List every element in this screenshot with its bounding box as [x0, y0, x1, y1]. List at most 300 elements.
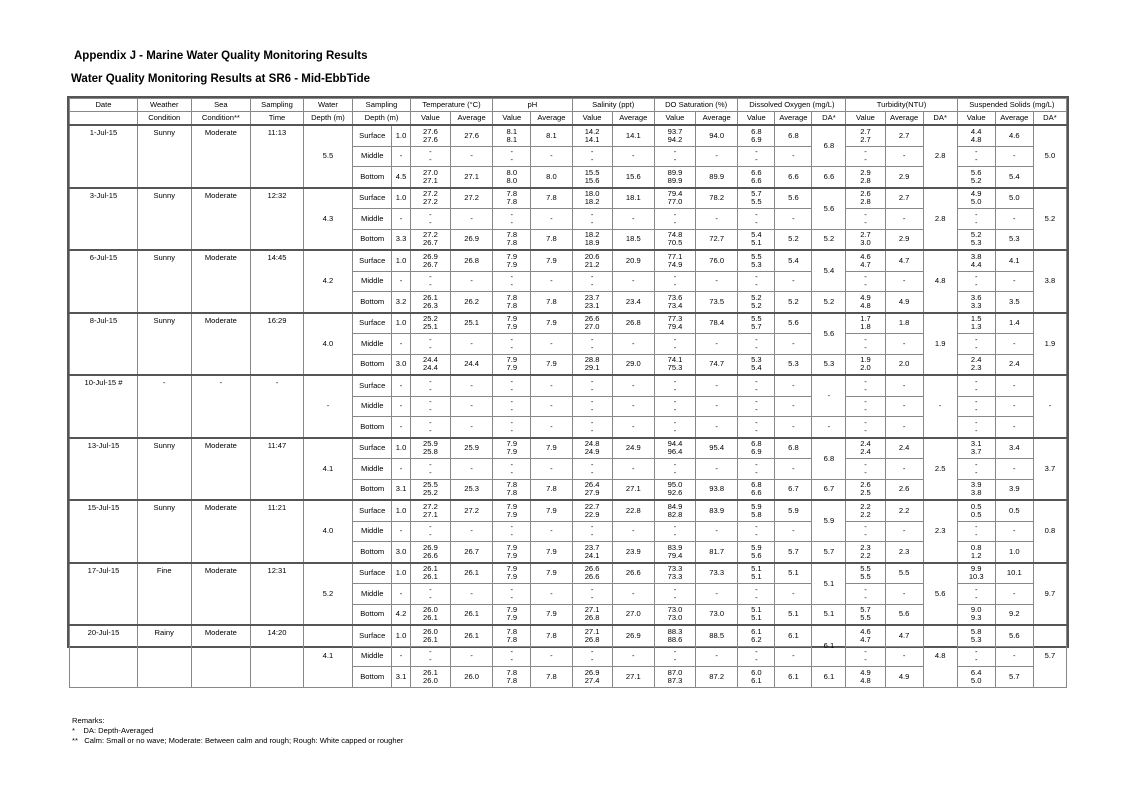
sampling-depth-cell: 3.3	[392, 229, 411, 250]
ph-value-cell: - -	[493, 417, 531, 438]
table-row	[70, 188, 1067, 209]
ss-value-cell: 5.2 5.3	[957, 229, 995, 250]
do-average-cell: -	[775, 459, 812, 480]
do-saturation-average-cell: 72.7	[696, 229, 738, 250]
water-depth-cell: 4.0	[303, 313, 352, 376]
temperature-average-cell: 27.1	[451, 167, 493, 188]
turbidity-value-cell: - -	[846, 521, 885, 542]
do-saturation-average-cell: -	[696, 146, 738, 167]
do-value-cell: 6.1 6.2	[738, 625, 775, 646]
page-title: Appendix J - Marine Water Quality Monitoring Results	[74, 50, 368, 62]
do-depth-averaged-cell: 5.1	[812, 563, 846, 605]
temperature-value-cell: - -	[410, 146, 450, 167]
salinity-value-cell: 15.5 15.6	[572, 167, 612, 188]
salinity-value-cell: 26.9 27.4	[572, 667, 612, 688]
ph-average-cell: 8.0	[531, 167, 572, 188]
ss-average-cell: 9.2	[995, 604, 1033, 625]
ph-value-cell: - -	[493, 209, 531, 230]
temperature-average-cell: -	[451, 375, 493, 396]
do-value-cell: 6.0 6.1	[738, 667, 775, 688]
do-saturation-value-cell: 73.6 73.4	[654, 292, 695, 313]
turbidity-depth-averaged-cell: 2.5	[923, 438, 957, 501]
weather-cell: Sunny	[137, 438, 191, 501]
temperature-average-cell: -	[451, 459, 493, 480]
ph-average-cell: 7.8	[531, 292, 572, 313]
do-saturation-value-cell: - -	[654, 584, 695, 605]
do-bottom-da-cell: 6.7	[812, 479, 846, 500]
salinity-average-cell: 18.1	[612, 188, 654, 209]
temperature-value-cell: 25.2 25.1	[410, 313, 450, 334]
turbidity-value-cell: 2.7 3.0	[846, 229, 885, 250]
table-row	[70, 438, 1067, 459]
turbidity-value-cell: - -	[846, 334, 885, 355]
temperature-average-cell: -	[451, 271, 493, 292]
temperature-value-cell: - -	[410, 396, 450, 417]
header-sub: Value	[654, 112, 695, 126]
ss-average-cell: 3.5	[995, 292, 1033, 313]
do-value-cell: 5.5 5.7	[738, 313, 775, 334]
do-saturation-average-cell: -	[696, 396, 738, 417]
do-bottom-da-cell: -	[812, 417, 846, 438]
table-row	[70, 313, 1067, 334]
turbidity-value-cell: 2.2 2.2	[846, 500, 885, 521]
date-cell: 17-Jul-15	[70, 563, 138, 626]
ss-average-cell: -	[995, 396, 1033, 417]
ph-value-cell: 8.1 8.1	[493, 125, 531, 146]
ph-value-cell: 7.9 7.9	[493, 500, 531, 521]
temperature-average-cell: 26.8	[451, 250, 493, 271]
do-saturation-average-cell: -	[696, 459, 738, 480]
sampling-depth-cell: 1.0	[392, 563, 411, 584]
turbidity-average-cell: -	[885, 459, 923, 480]
turbidity-average-cell: -	[885, 417, 923, 438]
sampling-level-cell: Bottom	[353, 229, 392, 250]
sampling-depth-cell: 4.2	[392, 604, 411, 625]
header-do-saturation: DO Saturation (%)	[654, 99, 737, 112]
do-average-cell: 5.2	[775, 229, 812, 250]
do-value-cell: 5.2 5.2	[738, 292, 775, 313]
do-saturation-value-cell: 89.9 89.9	[654, 167, 695, 188]
do-average-cell: 5.6	[775, 188, 812, 209]
turbidity-depth-averaged-cell: 4.8	[923, 625, 957, 687]
turbidity-value-cell: 4.9 4.8	[846, 292, 885, 313]
header-ph: pH	[493, 99, 572, 112]
ph-average-cell: 7.8	[531, 667, 572, 688]
temperature-average-cell: 25.1	[451, 313, 493, 334]
do-saturation-average-cell: 81.7	[696, 542, 738, 563]
salinity-average-cell: -	[612, 146, 654, 167]
do-value-cell: - -	[738, 521, 775, 542]
turbidity-value-cell: - -	[846, 209, 885, 230]
do-value-cell: 5.1 5.1	[738, 604, 775, 625]
ss-average-cell: -	[995, 209, 1033, 230]
ph-average-cell: -	[531, 375, 572, 396]
temperature-average-cell: -	[451, 146, 493, 167]
salinity-average-cell: -	[612, 459, 654, 480]
turbidity-average-cell: 2.9	[885, 167, 923, 188]
do-bottom-da-cell: 6.1	[812, 667, 846, 688]
header-sampling: Sampling	[251, 99, 304, 112]
header-sub: Average	[451, 112, 493, 126]
turbidity-value-cell: - -	[846, 375, 885, 396]
do-saturation-average-cell: 95.4	[696, 438, 738, 459]
salinity-average-cell: -	[612, 521, 654, 542]
temperature-average-cell: 26.1	[451, 563, 493, 584]
do-saturation-value-cell: 73.3 73.3	[654, 563, 695, 584]
turbidity-value-cell: - -	[846, 396, 885, 417]
header-sea: Sea	[191, 99, 251, 112]
sampling-level-cell: Bottom	[353, 292, 392, 313]
sampling-level-cell: Bottom	[353, 604, 392, 625]
ss-value-cell: - -	[957, 646, 995, 667]
temperature-value-cell: 26.1 26.1	[410, 563, 450, 584]
salinity-average-cell: 26.6	[612, 563, 654, 584]
water-depth-cell: 4.0	[303, 500, 352, 563]
turbidity-average-cell: 1.8	[885, 313, 923, 334]
do-saturation-value-cell: - -	[654, 459, 695, 480]
ss-value-cell: 3.8 4.4	[957, 250, 995, 271]
ph-average-cell: -	[531, 584, 572, 605]
salinity-value-cell: 27.1 26.8	[572, 604, 612, 625]
do-saturation-value-cell: - -	[654, 375, 695, 396]
do-average-cell: 5.2	[775, 292, 812, 313]
salinity-average-cell: 15.6	[612, 167, 654, 188]
do-value-cell: 5.9 5.6	[738, 542, 775, 563]
ss-value-cell: 9.0 9.3	[957, 604, 995, 625]
turbidity-depth-averaged-cell: 2.3	[923, 500, 957, 563]
ss-depth-averaged-cell: 0.8	[1033, 500, 1066, 563]
turbidity-average-cell: -	[885, 334, 923, 355]
temperature-average-cell: 26.1	[451, 604, 493, 625]
do-average-cell: 5.7	[775, 542, 812, 563]
header-sub: Value	[738, 112, 775, 126]
do-value-cell: - -	[738, 271, 775, 292]
do-average-cell: 6.6	[775, 167, 812, 188]
date-cell: 1-Jul-15	[70, 125, 138, 188]
temperature-value-cell: - -	[410, 417, 450, 438]
ph-value-cell: - -	[493, 334, 531, 355]
date-cell: 10-Jul-15 #	[70, 375, 138, 438]
sampling-time-cell: 12:31	[251, 563, 304, 626]
temperature-value-cell: 27.2 26.7	[410, 229, 450, 250]
salinity-value-cell: - -	[572, 271, 612, 292]
ph-average-cell: 7.9	[531, 250, 572, 271]
sampling-level-cell: Surface	[353, 500, 392, 521]
sampling-level-cell: Surface	[353, 125, 392, 146]
ss-value-cell: 5.6 5.2	[957, 167, 995, 188]
sampling-level-cell: Middle	[353, 646, 392, 667]
do-bottom-da-cell: 5.2	[812, 292, 846, 313]
ss-average-cell: 4.1	[995, 250, 1033, 271]
turbidity-value-cell: 2.7 2.7	[846, 125, 885, 146]
do-value-cell: 6.8 6.9	[738, 125, 775, 146]
table-row	[70, 563, 1067, 584]
sampling-time-cell: -	[251, 375, 304, 438]
salinity-value-cell: - -	[572, 209, 612, 230]
do-depth-averaged-cell: 5.6	[812, 188, 846, 230]
turbidity-value-cell: 2.6 2.5	[846, 479, 885, 500]
sampling-level-cell: Middle	[353, 396, 392, 417]
ph-average-cell: 7.9	[531, 500, 572, 521]
do-saturation-value-cell: - -	[654, 271, 695, 292]
header-sub: Value	[572, 112, 612, 126]
do-saturation-value-cell: 74.8 70.5	[654, 229, 695, 250]
turbidity-average-cell: 2.4	[885, 438, 923, 459]
ph-value-cell: 7.9 7.9	[493, 354, 531, 375]
turbidity-average-cell: 4.7	[885, 625, 923, 646]
do-saturation-value-cell: 93.7 94.2	[654, 125, 695, 146]
do-saturation-average-cell: -	[696, 521, 738, 542]
do-saturation-average-cell: 73.0	[696, 604, 738, 625]
salinity-average-cell: -	[612, 417, 654, 438]
salinity-value-cell: - -	[572, 396, 612, 417]
do-saturation-average-cell: 76.0	[696, 250, 738, 271]
temperature-average-cell: 27.2	[451, 500, 493, 521]
turbidity-average-cell: -	[885, 396, 923, 417]
ss-depth-averaged-cell: 9.7	[1033, 563, 1066, 626]
salinity-value-cell: - -	[572, 375, 612, 396]
salinity-average-cell: 29.0	[612, 354, 654, 375]
turbidity-value-cell: - -	[846, 417, 885, 438]
ph-average-cell: 7.9	[531, 542, 572, 563]
water-depth-cell: 5.5	[303, 125, 352, 188]
sampling-depth-cell: -	[392, 396, 411, 417]
ph-value-cell: 7.8 7.8	[493, 479, 531, 500]
salinity-value-cell: 22.7 22.9	[572, 500, 612, 521]
sampling-depth-cell: 3.2	[392, 292, 411, 313]
weather-cell: Sunny	[137, 125, 191, 188]
do-average-cell: 5.1	[775, 604, 812, 625]
turbidity-value-cell: - -	[846, 146, 885, 167]
ph-value-cell: 7.9 7.9	[493, 250, 531, 271]
sampling-time-cell: 11:47	[251, 438, 304, 501]
sampling-level-cell: Middle	[353, 334, 392, 355]
temperature-value-cell: 27.2 27.1	[410, 500, 450, 521]
table-title: Water Quality Monitoring Results at SR6 - Mid-EbbTide	[71, 73, 371, 85]
do-saturation-value-cell: - -	[654, 334, 695, 355]
weather-cell: Fine	[137, 563, 191, 626]
header-sub: Average	[612, 112, 654, 126]
salinity-value-cell: - -	[572, 459, 612, 480]
turbidity-value-cell: 2.6 2.8	[846, 188, 885, 209]
salinity-average-cell: 26.8	[612, 313, 654, 334]
salinity-value-cell: 18.2 18.9	[572, 229, 612, 250]
sampling-time-cell: 11:13	[251, 125, 304, 188]
ss-depth-averaged-cell: 3.7	[1033, 438, 1066, 501]
do-average-cell: 6.1	[775, 625, 812, 646]
do-saturation-value-cell: 77.3 79.4	[654, 313, 695, 334]
sampling-depth-cell: -	[392, 146, 411, 167]
turbidity-average-cell: -	[885, 584, 923, 605]
header-sub: Condition**	[191, 112, 251, 126]
turbidity-average-cell: 2.6	[885, 479, 923, 500]
ph-average-cell: -	[531, 396, 572, 417]
sampling-time-cell: 16:29	[251, 313, 304, 376]
salinity-value-cell: - -	[572, 521, 612, 542]
salinity-value-cell: 18.0 18.2	[572, 188, 612, 209]
ss-average-cell: 1.4	[995, 313, 1033, 334]
salinity-average-cell: 18.5	[612, 229, 654, 250]
ss-value-cell: - -	[957, 417, 995, 438]
ph-average-cell: 7.9	[531, 563, 572, 584]
do-value-cell: 6.8 6.6	[738, 479, 775, 500]
do-saturation-average-cell: 93.8	[696, 479, 738, 500]
temperature-value-cell: - -	[410, 459, 450, 480]
weather-cell: -	[137, 375, 191, 438]
ss-value-cell: 3.1 3.7	[957, 438, 995, 459]
sea-condition-cell: Moderate	[191, 563, 251, 626]
do-saturation-average-cell: -	[696, 271, 738, 292]
salinity-value-cell: 23.7 24.1	[572, 542, 612, 563]
header-dissolved-oxygen: Dissolved Oxygen (mg/L)	[738, 99, 846, 112]
do-saturation-value-cell: 84.9 82.8	[654, 500, 695, 521]
ss-value-cell: - -	[957, 521, 995, 542]
sea-condition-cell: Moderate	[191, 125, 251, 188]
ss-average-cell: -	[995, 146, 1033, 167]
turbidity-average-cell: 2.7	[885, 125, 923, 146]
header-sub: Condition	[137, 112, 191, 126]
salinity-average-cell: -	[612, 646, 654, 667]
temperature-value-cell: 26.0 26.1	[410, 625, 450, 646]
turbidity-depth-averaged-cell: 4.8	[923, 250, 957, 313]
temperature-value-cell: 26.1 26.0	[410, 667, 450, 688]
ph-average-cell: -	[531, 521, 572, 542]
sampling-level-cell: Surface	[353, 188, 392, 209]
date-cell: 20-Jul-15	[70, 625, 138, 687]
temperature-value-cell: 27.6 27.6	[410, 125, 450, 146]
do-average-cell: 6.1	[775, 667, 812, 688]
ph-value-cell: 7.9 7.9	[493, 542, 531, 563]
sampling-depth-cell: 3.0	[392, 542, 411, 563]
turbidity-average-cell: 2.3	[885, 542, 923, 563]
do-depth-averaged-cell: 5.4	[812, 250, 846, 292]
do-average-cell: 5.4	[775, 250, 812, 271]
temperature-average-cell: 25.3	[451, 479, 493, 500]
turbidity-depth-averaged-cell: 2.8	[923, 125, 957, 188]
turbidity-value-cell: - -	[846, 584, 885, 605]
turbidity-depth-averaged-cell: 2.8	[923, 188, 957, 251]
temperature-average-cell: -	[451, 584, 493, 605]
header-date: Date	[70, 99, 138, 112]
do-value-cell: 6.8 6.9	[738, 438, 775, 459]
ph-value-cell: 7.9 7.9	[493, 313, 531, 334]
do-saturation-average-cell: 78.2	[696, 188, 738, 209]
remark-sea-condition: ** Calm: Small or no wave; Moderate: Between calm and rough; Rough: White capped or rougher	[72, 736, 404, 745]
temperature-value-cell: 27.0 27.1	[410, 167, 450, 188]
do-saturation-average-cell: -	[696, 417, 738, 438]
turbidity-average-cell: -	[885, 375, 923, 396]
ph-average-cell: 8.1	[531, 125, 572, 146]
do-depth-averaged-cell: 6.8	[812, 125, 846, 167]
turbidity-value-cell: 4.6 4.7	[846, 625, 885, 646]
do-average-cell: -	[775, 146, 812, 167]
do-saturation-average-cell: 74.7	[696, 354, 738, 375]
do-saturation-value-cell: - -	[654, 521, 695, 542]
temperature-average-cell: -	[451, 521, 493, 542]
header-sub: Average	[696, 112, 738, 126]
turbidity-depth-averaged-cell: 1.9	[923, 313, 957, 376]
do-saturation-average-cell: -	[696, 334, 738, 355]
do-value-cell: 5.7 5.5	[738, 188, 775, 209]
ss-value-cell: 1.5 1.3	[957, 313, 995, 334]
do-bottom-da-cell: 5.2	[812, 229, 846, 250]
remark-da: * DA: Depth-Averaged	[72, 726, 154, 735]
ss-value-cell: 4.9 5.0	[957, 188, 995, 209]
salinity-average-cell: -	[612, 584, 654, 605]
temperature-value-cell: - -	[410, 375, 450, 396]
sampling-level-cell: Surface	[353, 625, 392, 646]
salinity-average-cell: 14.1	[612, 125, 654, 146]
do-saturation-average-cell: 83.9	[696, 500, 738, 521]
header-sub: Depth (m)	[353, 112, 411, 126]
water-depth-cell: 4.2	[303, 250, 352, 313]
turbidity-average-cell: -	[885, 146, 923, 167]
sampling-depth-cell: -	[392, 375, 411, 396]
sampling-depth-cell: -	[392, 521, 411, 542]
ss-average-cell: 5.6	[995, 625, 1033, 646]
do-average-cell: 6.8	[775, 438, 812, 459]
do-saturation-value-cell: 73.0 73.0	[654, 604, 695, 625]
ss-average-cell: -	[995, 375, 1033, 396]
header-sub	[70, 112, 138, 126]
ph-average-cell: -	[531, 271, 572, 292]
sampling-level-cell: Middle	[353, 584, 392, 605]
weather-cell: Rainy	[137, 625, 191, 687]
ss-value-cell: - -	[957, 209, 995, 230]
temperature-average-cell: 26.2	[451, 292, 493, 313]
date-cell: 6-Jul-15	[70, 250, 138, 313]
sampling-time-cell: 12:32	[251, 188, 304, 251]
sea-condition-cell: Moderate	[191, 188, 251, 251]
salinity-average-cell: 27.1	[612, 667, 654, 688]
do-saturation-value-cell: 88.3 88.6	[654, 625, 695, 646]
date-cell: 3-Jul-15	[70, 188, 138, 251]
ss-depth-averaged-cell: -	[1033, 375, 1066, 438]
turbidity-average-cell: -	[885, 271, 923, 292]
do-average-cell: -	[775, 417, 812, 438]
do-saturation-average-cell: 89.9	[696, 167, 738, 188]
header-sub: Value	[410, 112, 450, 126]
do-value-cell: - -	[738, 209, 775, 230]
header-sub: DA*	[923, 112, 957, 126]
ph-average-cell: 7.8	[531, 188, 572, 209]
ss-average-cell: -	[995, 521, 1033, 542]
temperature-value-cell: 26.0 26.1	[410, 604, 450, 625]
ss-average-cell: 3.4	[995, 438, 1033, 459]
header-sub: Value	[493, 112, 531, 126]
do-value-cell: - -	[738, 646, 775, 667]
salinity-average-cell: -	[612, 271, 654, 292]
ss-depth-averaged-cell: 1.9	[1033, 313, 1066, 376]
salinity-value-cell: - -	[572, 646, 612, 667]
table-row	[70, 250, 1067, 271]
do-average-cell: -	[775, 271, 812, 292]
turbidity-average-cell: -	[885, 646, 923, 667]
do-depth-averaged-cell: -	[812, 375, 846, 417]
turbidity-average-cell: 4.9	[885, 292, 923, 313]
water-depth-cell: 4.1	[303, 625, 352, 687]
date-cell: 8-Jul-15	[70, 313, 138, 376]
do-average-cell: -	[775, 396, 812, 417]
ss-depth-averaged-cell: 5.7	[1033, 625, 1066, 687]
date-cell: 15-Jul-15	[70, 500, 138, 563]
do-bottom-da-cell: 5.1	[812, 604, 846, 625]
sampling-depth-cell: 4.5	[392, 167, 411, 188]
ph-average-cell: 7.9	[531, 438, 572, 459]
temperature-average-cell: 26.0	[451, 667, 493, 688]
ph-average-cell: 7.9	[531, 313, 572, 334]
temperature-average-cell: 26.1	[451, 625, 493, 646]
